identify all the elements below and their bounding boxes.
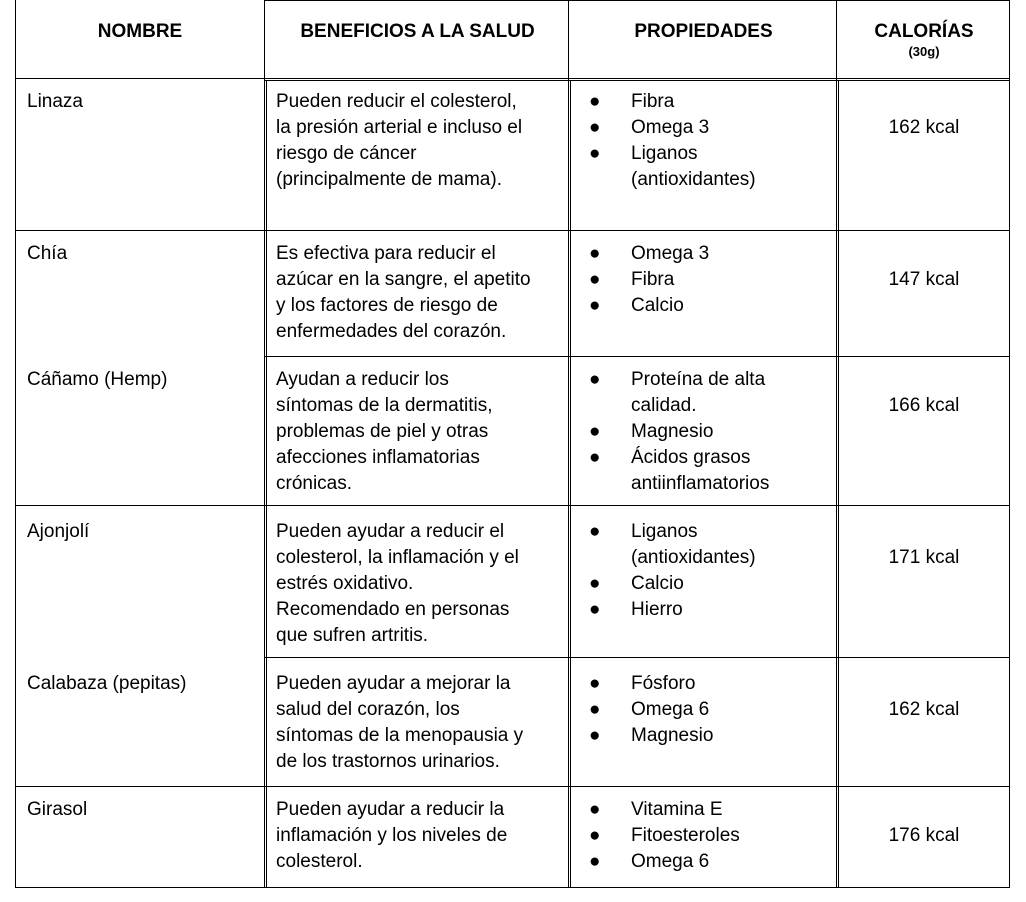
row-calorias: 147 kcal xyxy=(888,269,960,290)
property-text: Fósforo xyxy=(631,673,696,694)
property-text: Liganos (antioxidantes) xyxy=(631,143,756,190)
row-divider xyxy=(15,78,1010,79)
property-text: Magnesio xyxy=(631,725,714,746)
property-text: Fibra xyxy=(631,91,675,112)
list-item xyxy=(575,141,837,193)
list-item xyxy=(575,571,837,597)
list-item xyxy=(575,671,837,697)
col-divider xyxy=(838,80,839,888)
row-calorias: 162 kcal xyxy=(888,699,960,720)
col-divider xyxy=(15,0,16,888)
row-calorias: 162 kcal xyxy=(888,117,960,138)
row-nombre: Calabaza (pepitas) xyxy=(27,673,187,694)
list-item xyxy=(575,267,837,293)
row-propiedades xyxy=(575,519,837,623)
bullet-icon: ● xyxy=(589,599,601,620)
row-propiedades xyxy=(575,367,837,497)
property-text: Omega 6 xyxy=(631,699,710,720)
row-beneficios: Pueden ayudar a reducir el colesterol, la inflamación y el estrés oxidativo. Recomendado en personas que sufren artritis. xyxy=(276,521,519,646)
property-text: Omega 6 xyxy=(631,851,710,872)
row-beneficios: Es efectiva para reducir el azúcar en la sangre, el apetito y los factores de riesgo de enfermedades del corazón. xyxy=(276,243,531,342)
property-text: Ácidos grasos antiinflamatorios xyxy=(631,447,770,494)
list-item xyxy=(575,597,837,623)
list-item xyxy=(575,293,837,319)
bullet-icon: ● xyxy=(589,799,601,820)
bullet-icon: ● xyxy=(589,521,601,542)
list-item xyxy=(575,519,837,571)
row-beneficios: Pueden ayudar a mejorar la salud del corazón, los síntomas de la menopausia y de los trastornos urinarios. xyxy=(276,673,524,772)
bullet-icon: ● xyxy=(589,117,601,138)
row-divider xyxy=(15,786,1010,787)
bullet-icon: ● xyxy=(589,673,601,694)
row-propiedades xyxy=(575,241,837,319)
row-propiedades xyxy=(575,671,837,749)
header-calorias-label: CALORÍAS xyxy=(874,21,974,42)
bullet-icon: ● xyxy=(589,851,601,872)
property-text: Hierro xyxy=(631,599,683,620)
property-text: Fibra xyxy=(631,269,675,290)
list-item xyxy=(575,445,837,497)
col-divider xyxy=(568,0,569,888)
row-nombre: Linaza xyxy=(27,91,83,112)
row-nombre: Ajonjolí xyxy=(27,521,90,542)
row-nombre: Cáñamo (Hemp) xyxy=(27,369,168,390)
row-calorias: 166 kcal xyxy=(888,395,960,416)
property-text: Vitamina E xyxy=(631,799,723,820)
row-beneficios: Pueden ayudar a reducir la inflamación y los niveles de colesterol. xyxy=(276,799,508,872)
row-divider xyxy=(265,356,1010,357)
property-text: Liganos (antioxidantes) xyxy=(631,521,756,568)
col-divider xyxy=(264,0,265,888)
row-nombre: Chía xyxy=(27,243,68,264)
list-item xyxy=(575,367,837,419)
list-item xyxy=(575,241,837,267)
row-beneficios: Ayudan a reducir los síntomas de la dermatitis, problemas de piel y otras afecciones inflamatorias crónicas. xyxy=(276,369,493,494)
bullet-icon: ● xyxy=(589,725,601,746)
row-divider xyxy=(15,505,1010,506)
property-text: Fitoesteroles xyxy=(631,825,740,846)
property-text: Proteína de alta calidad. xyxy=(631,369,766,416)
col-divider xyxy=(570,80,571,888)
bullet-icon: ● xyxy=(589,295,601,316)
bullet-icon: ● xyxy=(589,447,601,468)
bullet-icon: ● xyxy=(589,369,601,390)
col-divider xyxy=(266,80,267,888)
list-item xyxy=(575,115,837,141)
bullet-icon: ● xyxy=(589,143,601,164)
bullet-icon: ● xyxy=(589,243,601,264)
row-divider xyxy=(265,657,1010,658)
bullet-icon: ● xyxy=(589,573,601,594)
list-item xyxy=(575,89,837,115)
bullet-icon: ● xyxy=(589,269,601,290)
header-calorias xyxy=(839,21,1009,61)
property-text: Calcio xyxy=(631,295,684,316)
list-item xyxy=(575,697,837,723)
list-item xyxy=(575,823,837,849)
row-propiedades xyxy=(575,797,837,875)
header-beneficios: BENEFICIOS A LA SALUD xyxy=(300,21,535,42)
row-divider xyxy=(265,0,1010,1)
row-calorias: 176 kcal xyxy=(888,825,960,846)
row-divider xyxy=(15,230,1010,231)
col-divider xyxy=(1009,0,1010,888)
row-nombre: Girasol xyxy=(27,799,88,820)
list-item xyxy=(575,419,837,445)
list-item xyxy=(575,723,837,749)
row-propiedades xyxy=(575,89,837,193)
row-calorias: 171 kcal xyxy=(888,547,960,568)
row-beneficios: Pueden reducir el colesterol, la presión arterial e incluso el riesgo de cáncer (principalmente de mama). xyxy=(276,91,523,190)
property-text: Omega 3 xyxy=(631,243,710,264)
row-divider xyxy=(15,887,1010,888)
list-item xyxy=(575,797,837,823)
property-text: Calcio xyxy=(631,573,684,594)
list-item xyxy=(575,849,837,875)
bullet-icon: ● xyxy=(589,699,601,720)
header-propiedades: PROPIEDADES xyxy=(634,21,773,42)
header-nombre: NOMBRE xyxy=(97,21,183,42)
bullet-icon: ● xyxy=(589,825,601,846)
bullet-icon: ● xyxy=(589,91,601,112)
property-text: Magnesio xyxy=(631,421,714,442)
header-calorias-unit: (30g) xyxy=(908,44,940,59)
property-text: Omega 3 xyxy=(631,117,710,138)
bullet-icon: ● xyxy=(589,421,601,442)
row-divider xyxy=(265,80,1010,81)
